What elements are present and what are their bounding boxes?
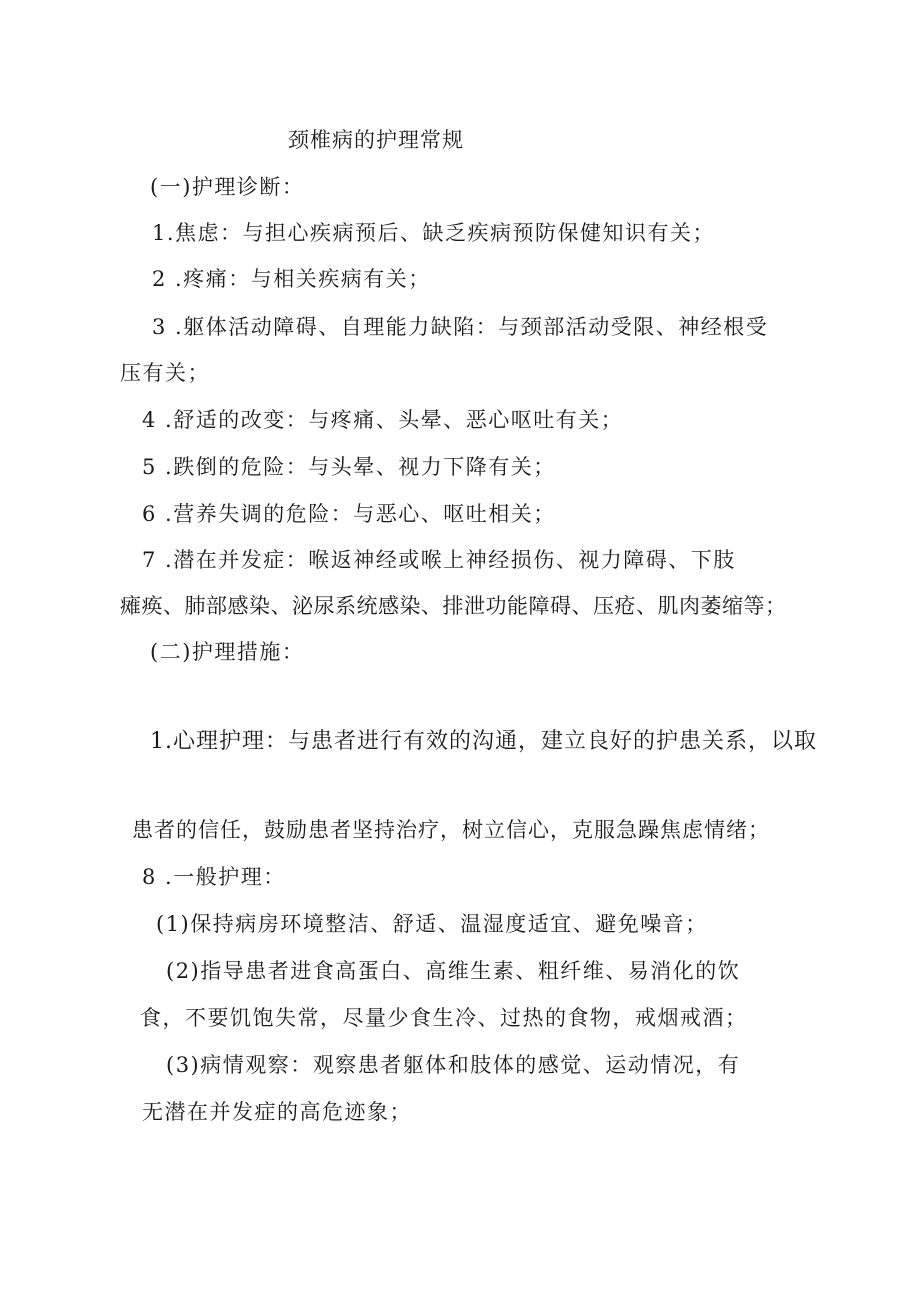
- paragraph-line: 瘫痪、肺部感染、泌尿系统感染、排泄功能障碍、压疮、肌肉萎缩等；: [120, 594, 787, 618]
- paragraph-line: 7 .潜在并发症：喉返神经或喉上神经损伤、视力障碍、下肢: [142, 548, 736, 572]
- section-heading-measures: (二)护理措施：: [150, 640, 305, 664]
- paragraph-line: 4 .舒适的改变：与疼痛、头晕、恶心呕吐有关；: [142, 408, 624, 432]
- paragraph-line: 1.焦虑：与担心疾病预后、缺乏疾病预防保健知识有关；: [152, 221, 716, 245]
- paragraph-line: 1.心理护理：与患者进行有效的沟通，建立良好的护患关系，以取: [150, 729, 817, 754]
- paragraph-line: 8 .一般护理：: [142, 865, 286, 889]
- paragraph-line: 6 .营养失调的危险：与恶心、呕吐相关；: [142, 502, 556, 526]
- paragraph-line: 2 .疼痛：与相关疾病有关；: [152, 267, 431, 291]
- paragraph-line: (2)指导患者进食高蛋白、高维生素、粗纤维、易消化的饮: [166, 959, 741, 983]
- paragraph-line: 压有关；: [120, 361, 210, 385]
- paragraph-line: 患者的信任，鼓励患者坚持治疗，树立信心，克服急躁焦虑情绪；: [132, 818, 770, 842]
- paragraph-line: (1)保持病房环境整洁、舒适、温湿度适宜、避免噪音；: [156, 912, 708, 936]
- paragraph-line: 5 .跌倒的危险：与头晕、视力下降有关；: [142, 455, 556, 479]
- document-title: 颈椎病的护理常规: [288, 128, 464, 152]
- paragraph-line: 无潜在并发症的高危迹象；: [142, 1100, 412, 1124]
- paragraph-line: (3)病情观察：观察患者躯体和肢体的感觉、运动情况，有: [166, 1053, 741, 1077]
- paragraph-line: 食，不要饥饱失常，尽量少食生冷、过热的食物，戒烟戒酒；: [140, 1006, 748, 1030]
- paragraph-line: 3 .躯体活动障碍、自理能力缺陷：与颈部活动受限、神经根受: [152, 315, 769, 339]
- section-heading-diagnosis: (一)护理诊断：: [150, 175, 305, 199]
